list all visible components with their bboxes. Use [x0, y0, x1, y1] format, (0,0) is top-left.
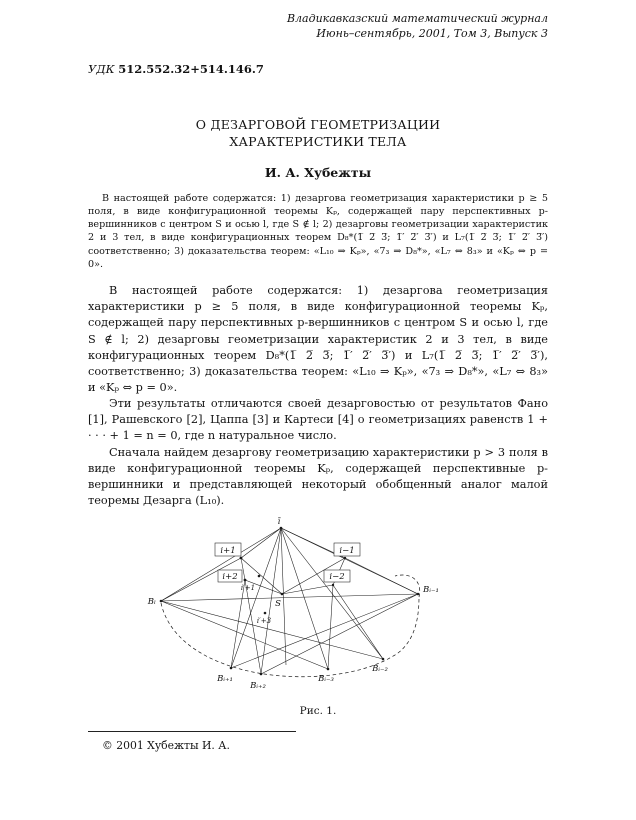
figure-label-i-minus-1: i−1 — [339, 546, 355, 557]
figure-1-drawing — [118, 513, 478, 695]
copyright-line: © 2001 Хубежты И. А. — [102, 739, 230, 753]
article-title — [0, 116, 636, 151]
figure-dashed-conic — [161, 575, 420, 677]
udc-code: 512.552.32+514.146.7 — [118, 61, 264, 76]
figure-caption: Рис. 1. — [299, 705, 337, 718]
figure-label-b-i-plus-2: Bᵢ₊₂ — [250, 681, 266, 692]
article-author: И. А. Хубежты — [264, 164, 372, 180]
journal-issue: Июнь–сентябрь, 2001, Том 3, Выпуск 3 — [316, 26, 548, 40]
figure-label-s: S — [275, 599, 281, 610]
figure-1 — [118, 513, 478, 695]
paragraph-2: Эти результаты отличаются своей дезарговостью от результатов Фано [1], Рашевского [2], Цаппа [3] и Картеси [4] о геометризациях равенств 1 + · · · + 1 = n = 0, где n натуральное число. — [88, 397, 548, 443]
figure-label-b-l: Bₗ — [147, 597, 156, 608]
figure-label-i-prime-plus-3: i′+3 — [256, 617, 272, 626]
figure-label-i-minus-2: i−2 — [329, 572, 345, 583]
udc-line — [88, 62, 636, 76]
journal-header — [0, 0, 636, 42]
figure-label-b-i-minus-2: Bᵢ₋₂ — [372, 664, 388, 675]
journal-name: Владикавказский математический журнал — [286, 12, 548, 25]
figure-label-i-plus-1: i+1 — [220, 546, 236, 557]
figure-label-i-bar: ī — [277, 517, 281, 528]
udc-label: УДК — [88, 61, 115, 76]
figure-label-b-i-minus-3: Bᵢ₋₃ — [318, 674, 334, 685]
paragraph-1: В настоящей работе содержатся: 1) дезаргова геометризация характеристики p ≥ 5 поля, в виде конфигурационной теоремы Kₚ, содержащей пару перспективных p-вершинников с центром S и осью l, где S ∉ l; 2) дезарговы геометризации характеристик 2 и 3 тел, в виде конфигурационных теорем D₈*(1̅ 2̅ 3̅; 1̅′ 2̅′ 3̅′) и L₇(1̅ 2̅ 3̅; 1̅′ 2̅′ 3̅′), соответственно; 3) доказательства теорем: «L₁₀ ⇒ Kₚ», «7₃ ⇒ D₈*», «L₇ ⇔ 8₃» и «Kₚ ⇔ p = 0». — [88, 284, 548, 394]
footnote-rule — [88, 731, 296, 732]
article-title-line1: О ДЕЗАРГОВОЙ ГЕОМЕТРИЗАЦИИ — [195, 116, 441, 132]
article-abstract: В настоящей работе содержатся: 1) дезаргова геометризация характеристики p ≥ 5 поля, в виде конфигурационной теоремы Kₚ, содержащей пару перспективных p-вершинников с центром S и осью l, где S ∉ l; 2) дезарговы геометризации характеристик 2 и 3 тел, в виде конфигурационных теорем D₈*(1̅ 2̅ 3̅; 1̅′ 2̅′ 3̅′) и L₇(1̅ 2̅ 3̅; 1̅′ 2̅′ 3̅′) соответственно; 3) доказательства теорем: «L₁₀ ⇒ Kₚ», «7₃ ⇒ D₈*», «L₇ ⇔ 8₃» и «Kₚ ⇔ p = 0». — [88, 192, 548, 270]
figure-label-b-i-minus-1: Bᵢ₋₁ — [423, 585, 439, 596]
figure-label-i-prime-plus-1: i′+1 — [240, 584, 256, 593]
figure-label-b-i-plus-1: Bᵢ₊₁ — [217, 674, 233, 685]
figure-label-i-plus-2: i+2 — [222, 572, 238, 583]
article-title-line2: ХАРАКТЕРИСТИКИ ТЕЛА — [229, 134, 407, 150]
figure-points — [160, 527, 420, 676]
paragraph-3: Сначала найдем дезаргову геометризацию характеристики p > 3 поля в виде конфигурационной теоремы Kₚ, содержащей перспективные p-вершинники и представляющей некоторый обобщенный аналог малой теоремы Дезарга (L₁₀). — [88, 445, 548, 507]
